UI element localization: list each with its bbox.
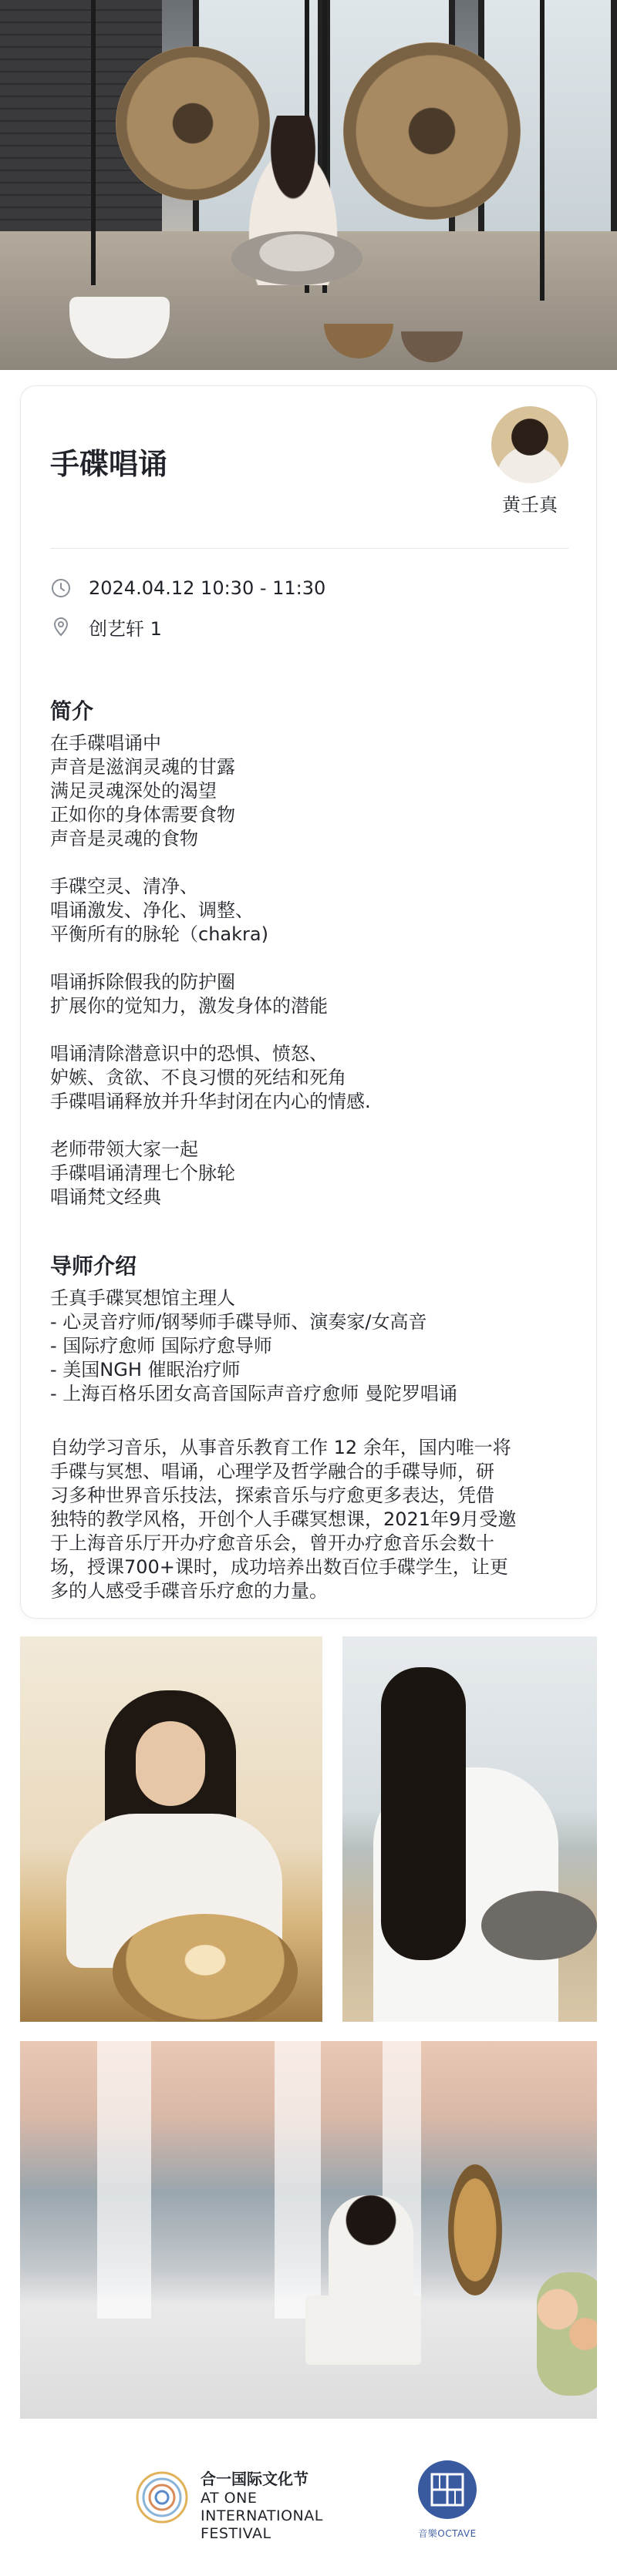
mentor-line: - 心灵音疗师/钢琴师手碟导师、演奏家/女高音	[50, 1311, 427, 1333]
mentor-heading: 导师介绍	[50, 1253, 137, 1279]
bio-line: 自幼学习音乐，从事音乐教育工作 12 余年，国内唯一将	[50, 1437, 511, 1458]
event-title: 手碟唱诵	[50, 447, 168, 481]
intro-line: 唱诵清除潜意识中的恐惧、愤怒、	[50, 1043, 328, 1064]
festival-name-cn: 合一国际文化节	[201, 2470, 308, 2488]
gallery-photo-handpan[interactable]	[20, 1636, 322, 2022]
intro-line: 手碟空灵、清净、	[50, 876, 198, 897]
festival-name-en-1: AT ONE	[201, 2490, 258, 2507]
festival-logo-icon	[131, 2459, 193, 2536]
gong-right	[343, 42, 521, 220]
gong-stand-right	[540, 0, 545, 301]
intro-line: 正如你的身体需要食物	[50, 804, 235, 826]
event-card	[20, 385, 597, 1619]
intro-line: 唱诵梵文经典	[50, 1186, 161, 1208]
intro-line: 声音是滋润灵魂的甘露	[50, 756, 235, 778]
mentor-bio	[50, 1436, 575, 1603]
intro-line: 唱诵拆除假我的防护圈	[50, 971, 235, 993]
octave-logo-icon	[416, 2459, 478, 2521]
divider	[50, 548, 568, 549]
host-avatar[interactable]	[491, 406, 568, 483]
gallery-photo-concert[interactable]	[20, 2041, 597, 2419]
clock-icon	[50, 577, 72, 599]
bio-line: 手碟与冥想、唱诵，心理学及哲学融合的手碟导师，研	[50, 1461, 494, 1482]
intro-body	[50, 731, 575, 1209]
footer	[0, 2436, 617, 2576]
octave-label: 音樂OCTAVE	[418, 2528, 477, 2539]
event-datetime: 2024.04.12 10:30 - 11:30	[89, 577, 326, 599]
location-pin-icon	[50, 616, 72, 637]
mentor-credentials	[50, 1286, 575, 1406]
hero-photo	[0, 0, 617, 370]
gong-stand-left	[91, 0, 96, 285]
intro-heading: 简介	[50, 698, 94, 724]
mentor-line: - 美国NGH 催眠治疗师	[50, 1359, 241, 1380]
intro-line: 满足灵魂深处的渴望	[50, 780, 217, 802]
bio-line: 独特的教学风格，开创个人手碟冥想课，2021年9月受邀	[50, 1508, 517, 1530]
intro-line: 老师带领大家一起	[50, 1138, 198, 1160]
handpan	[231, 231, 362, 285]
gallery-photo-seaside[interactable]	[342, 1636, 597, 2022]
intro-line: 平衡所有的脉轮（chakra)	[50, 923, 268, 945]
intro-line: 扩展你的觉知力，激发身体的潜能	[50, 995, 328, 1017]
intro-line: 妒嫉、贪欲、不良习惯的死结和死角	[50, 1067, 346, 1088]
festival-name-en-3: FESTIVAL	[201, 2525, 271, 2542]
time-row	[50, 573, 325, 604]
mentor-line: 壬真手碟冥想馆主理人	[50, 1287, 235, 1309]
festival-name-en-2: INTERNATIONAL	[201, 2507, 323, 2524]
location-row	[50, 611, 162, 642]
bio-line: 多的人感受手碟音乐疗愈的力量。	[50, 1580, 328, 1602]
intro-line: 手碟唱诵释放并升华封闭在内心的情感.	[50, 1091, 371, 1112]
event-location: 创艺轩 1	[89, 617, 162, 640]
bio-line: 于上海音乐厅开办疗愈音乐会，曾开办疗愈音乐会数十	[50, 1532, 494, 1554]
mentor-line: - 国际疗愈师 国际疗愈导师	[50, 1335, 272, 1357]
intro-line: 唱诵激发、净化、调整、	[50, 900, 254, 921]
host-name[interactable]: 黄壬真	[502, 494, 558, 516]
mentor-line: - 上海百格乐团女高音国际声音疗愈师 曼陀罗唱诵	[50, 1383, 457, 1404]
intro-line: 手碟唱诵清理七个脉轮	[50, 1162, 235, 1184]
intro-line: 在手碟唱诵中	[50, 732, 161, 754]
bio-line: 习多种世界音乐技法，探索音乐与疗愈更多表达，凭借	[50, 1485, 494, 1506]
bio-line: 场，授课700+课时，成功培养出数百位手碟学生，让更	[50, 1556, 508, 1578]
intro-line: 声音是灵魂的食物	[50, 828, 198, 849]
